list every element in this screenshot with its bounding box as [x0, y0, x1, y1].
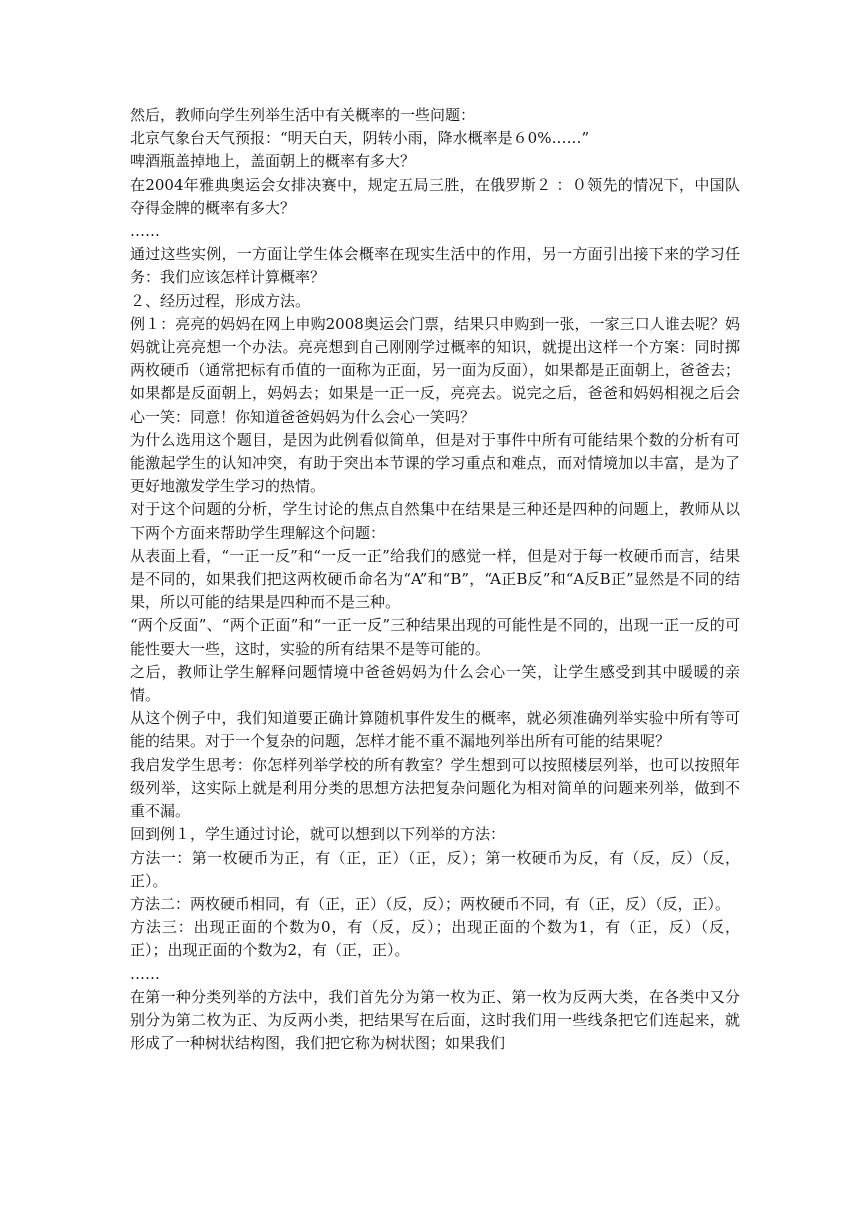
paragraph-analysis: 对于这个问题的分析，学生讨论的焦点自然集中在结果是三种还是四种的问题上，教师从以下两个方面来帮助学生理解这个问题：: [130, 500, 740, 542]
paragraph-reason: 为什么选用这个题目，是因为此例看似简单，但是对于事件中所有可能结果个数的分析有可能激起学生的认知冲突，有助于突出本节课的学习重点和难点，而对情境加以丰富，是为了更好地激发学生学习的热情。: [130, 430, 740, 496]
paragraph-weather-forecast: 北京气象台天气预报：“明天白天，阴转小雨，降水概率是６0%……”: [130, 129, 590, 148]
paragraph-tree-diagram: 在第一种分类列举的方法中，我们首先分为第一枚为正、第一枚为反两大类，在各类中又分别分为第二枚为正、为反两小类，把结果写在后面，这时我们用一些线条把它们连起来，就形成了一种树状结构图，我们把它称为树状图；如果我们: [130, 987, 740, 1053]
paragraph-volleyball: 在2004年雅典奥运会女排决赛中，规定五局三胜，在俄罗斯２ ：０领先的情况下，中国队夺得金牌的概率有多大？: [130, 175, 740, 217]
section-heading: ２、经历过程，形成方法。: [130, 291, 311, 310]
paragraph-purpose: 通过这些实例，一方面让学生体会概率在现实生活中的作用，另一方面引出接下来的学习任务：我们应该怎样计算概率？: [130, 245, 740, 287]
paragraph-ellipsis-2: ……: [130, 964, 160, 983]
paragraph-intro: 然后，教师向学生列举生活中有关概率的一些问题：: [130, 106, 476, 124]
paragraph-method-2: 方法二：两枚硬币相同，有（正，正）（反，反）；两枚硬币不同，有（正，反）（反，正）。: [130, 894, 731, 913]
paragraph-method-3: 方法三：出现正面的个数为0，有（反，反）；出现正面的个数为1，有（正，反）（反，正）；出现正面的个数为2，有（正，正）。: [130, 918, 740, 960]
paragraph-likelihood: “两个反面”、“两个正面”和“一正一反”三种结果出现的可能性是不同的，出现一正一反的可能性要大一些，这时，实验的所有结果不是等可能的。: [130, 616, 740, 658]
paragraph-back-to-example: 回到例１，学生通过讨论，就可以想到以下列举的方法：: [130, 825, 506, 844]
paragraph-lesson: 从这个例子中，我们知道要正确计算随机事件发生的概率，就必须准确列举实验中所有等可能的结果。对于一个复杂的问题，怎样才能不重不漏地列举出所有可能的结果呢？: [130, 709, 740, 751]
paragraph-method-1: 方法一：第一枚硬币为正，有（正，正）（正，反）；第一枚硬币为反，有（反，反）（反，正）。: [130, 848, 740, 890]
paragraph-ellipsis: ……: [130, 222, 160, 241]
document-page: [130, 104, 740, 1055]
paragraph-classrooms: 我启发学生思考：你怎样列举学校的所有教室？学生想到可以按照楼层列举，也可以按照年级列举，这实际上就是利用分类的思想方法把复杂问题化为相对简单的问题来列举，做到不重不漏。: [130, 755, 740, 821]
paragraph-bottle-cap: 啤酒瓶盖掉地上，盖面朝上的概率有多大？: [130, 152, 416, 171]
paragraph-surface: 从表面上看，“一正一反”和“一反一正”给我们的感觉一样，但是对于每一枚硬币而言，结果是不同的，如果我们把这两枚硬币命名为“A”和“B”，“A正B反”和“A反B正”显然是不同的结果，所以可能的结果是四种而不是三种。: [130, 546, 740, 612]
paragraph-example-1: 例１：亮亮的妈妈在网上申购2008奥运会门票，结果只申购到一张，一家三口人谁去呢？妈妈就让亮亮想一个办法。亮亮想到自己刚刚学过概率的知识，就提出这样一个方案：同时掷两枚硬币（通常把标有币值的一面称为正面，另一面为反面），如果都是正面朝上，爸爸去；如果都是反面朝上，妈妈去；如果是一正一反，亮亮去。说完之后，爸爸和妈妈相视之后会心一笑：同意！你知道爸爸妈妈为什么会心一笑吗？: [130, 314, 740, 426]
paragraph-afterwards: 之后，教师让学生解释问题情境中爸爸妈妈为什么会心一笑，让学生感受到其中暖暖的亲情。: [130, 662, 740, 705]
